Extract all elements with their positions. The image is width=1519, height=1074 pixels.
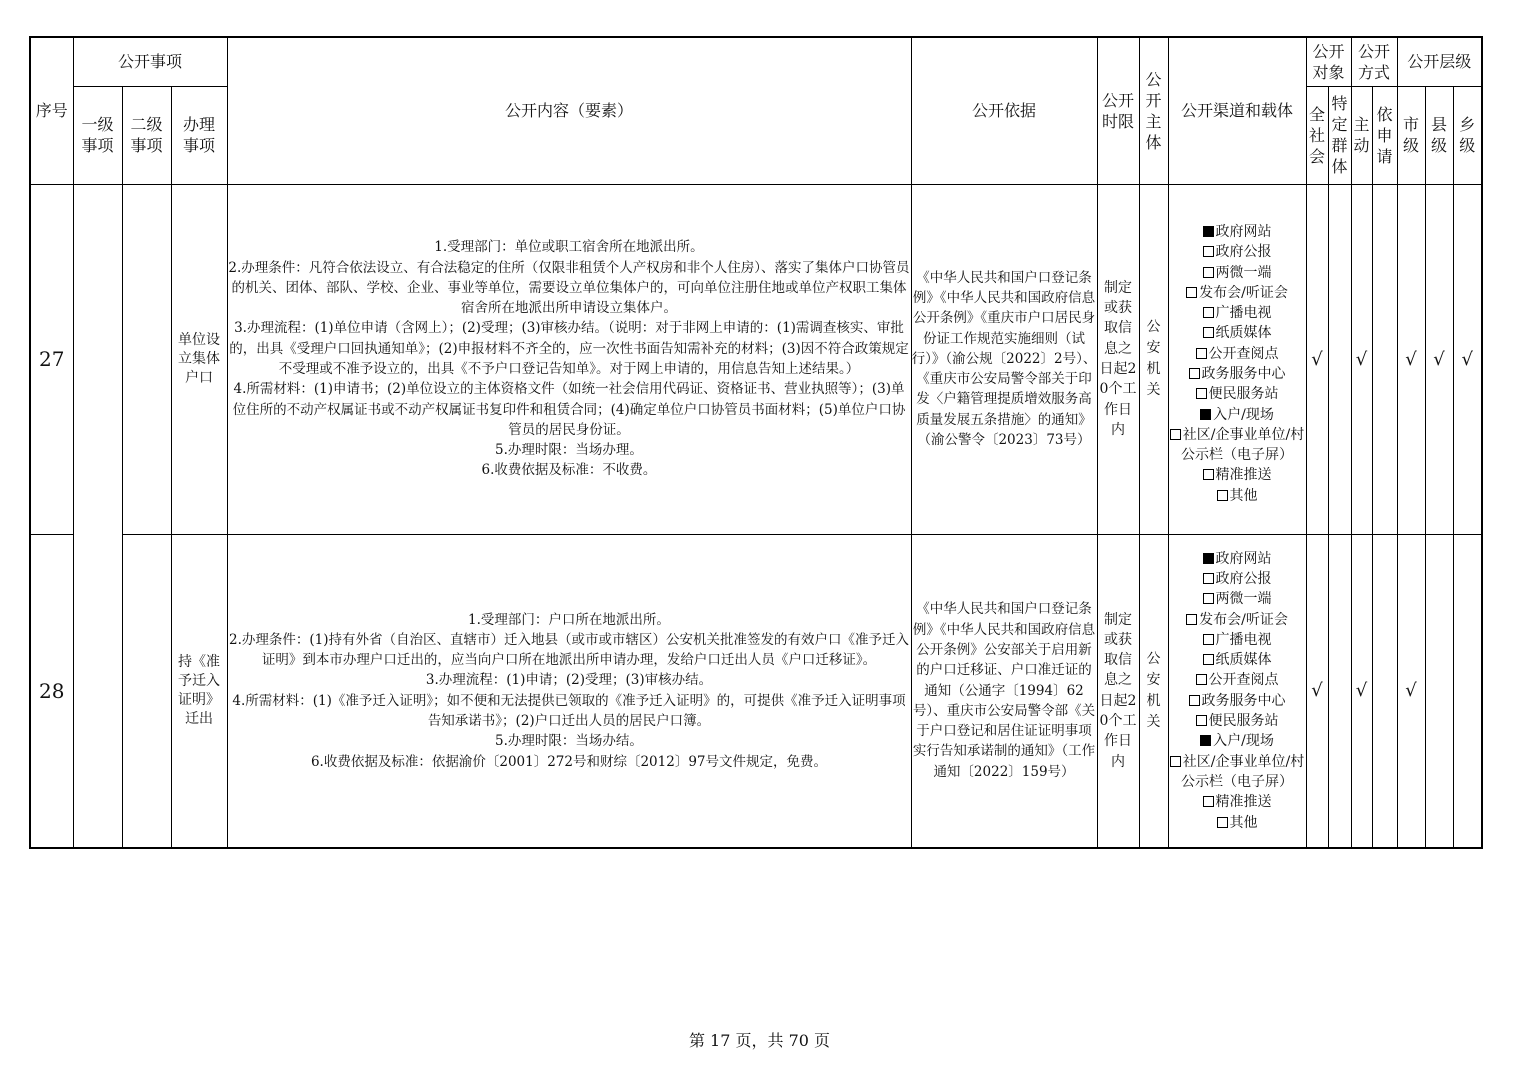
disclosure-table (29, 36, 1483, 849)
level-county-check: √ (1425, 184, 1453, 534)
channel-item: 政务服务中心 (1169, 364, 1306, 384)
header-object-all: 全社会 (1306, 86, 1328, 184)
channel-item: 发布会/听证会 (1169, 610, 1306, 630)
checkbox-checked-icon (1203, 226, 1214, 237)
channel-item: 政府网站 (1169, 222, 1306, 242)
basis-cell: 《中华人民共和国户口登记条例》《中华人民共和国政府信息公开条例》《重庆市户口居民身份证工作规范实施细则（试行）》（渝公规〔2022〕2号）、《重庆市公安局警令部关于印发〈户籍管理提质增效服务高质量发展五条措施〉的通知》（渝公警令〔2023〕73号） (911, 184, 1097, 534)
object-specific-check (1328, 534, 1351, 848)
header-method-active: 主动 (1351, 86, 1372, 184)
header-channels: 公开渠道和载体 (1168, 37, 1306, 184)
content-line: 5.办理时限：当场办理。 (495, 442, 643, 459)
channel-item: 两微一端 (1169, 589, 1306, 609)
header-method-request: 依申请 (1372, 86, 1397, 184)
header-level1: 一级事项 (73, 86, 122, 184)
method-request-check (1372, 534, 1397, 848)
channel-item: 社区/企事业单位/村公示栏（电子屏） (1169, 425, 1306, 466)
channel-item: 广播电视 (1169, 630, 1306, 650)
checkbox-checked-icon (1203, 553, 1214, 564)
channel-item: 其他 (1169, 813, 1306, 833)
subject-cell: 公安机关 (1139, 534, 1168, 848)
header-handling: 办理事项 (171, 86, 227, 184)
header-level-city: 市级 (1397, 86, 1425, 184)
object-specific-check (1328, 184, 1351, 534)
channel-item: 便民服务站 (1169, 711, 1306, 731)
checkbox-empty-icon (1189, 695, 1200, 706)
header-level-town: 乡级 (1453, 86, 1482, 184)
channel-item: 入户/现场 (1169, 405, 1306, 425)
level2-cell (122, 534, 171, 848)
level1-cell (73, 184, 122, 848)
level-city-check: √ (1397, 184, 1425, 534)
content-line: 2.办理条件：凡符合依法设立、有合法稳定的住所（仅限非租赁个人产权房和非个人住房）、落实了集体户口协管员的机关、团体、部队、学校、企业、事业等单位，需要设立单位集体户的，可向单位注册住地或单位产权职工集体宿舍所在地派出所申请设立集体户。 (228, 259, 910, 317)
channel-item: 纸质媒体 (1169, 323, 1306, 343)
checkbox-empty-icon (1186, 287, 1197, 298)
method-active-check: √ (1351, 534, 1372, 848)
channel-item: 政府公报 (1169, 569, 1306, 589)
checkbox-empty-icon (1203, 307, 1214, 318)
channel-item: 精准推送 (1169, 792, 1306, 812)
method-request-check (1372, 184, 1397, 534)
content-line: 5.办理时限：当场办结。 (495, 733, 643, 750)
header-seq: 序号 (30, 37, 73, 184)
channel-item: 精准推送 (1169, 465, 1306, 485)
content-line: 2.办理条件：(1)持有外省（自治区、直辖市）迁入地县（或市或市辖区）公安机关批准签发的有效户口《准予迁入证明》到本市办理户口迁出的，应当向户口所在地派出所申请办理，发给户口迁出人员《户口迁移证》。 (228, 631, 909, 669)
checkbox-empty-icon (1186, 614, 1197, 625)
header-basis: 公开依据 (911, 37, 1097, 184)
channels-cell (1168, 184, 1306, 534)
checkbox-empty-icon (1196, 674, 1207, 685)
table-row (30, 534, 1482, 848)
checkbox-empty-icon (1217, 490, 1228, 501)
channel-item: 发布会/听证会 (1169, 283, 1306, 303)
header-group-items: 公开事项 (73, 37, 227, 86)
checkbox-checked-icon (1200, 409, 1211, 420)
header-time: 公开时限 (1097, 37, 1139, 184)
content-line: 1.受理部门：户口所在地派出所。 (468, 611, 670, 628)
checkbox-empty-icon (1203, 246, 1214, 257)
checkbox-empty-icon (1196, 715, 1207, 726)
checkbox-empty-icon (1203, 573, 1214, 584)
channel-item: 公开查阅点 (1169, 670, 1306, 690)
content-line: 3.办理流程：(1)单位申请（含网上）；(2)受理；(3)审核办结。（说明：对于非网上申请的：(1)需调查核实、审批的，出具《受理户口回执通知单》；(2)申报材料不齐全的，应一次性书面告知需补充的材料；(3)因不符合政策规定不受理或不准予设立的，出具《不予户口登记告知单》。对于网上申请的，用信息告知上述结果。） (229, 320, 909, 377)
object-all-check: √ (1306, 534, 1328, 848)
row-number: 28 (30, 534, 73, 848)
checkbox-empty-icon (1196, 348, 1207, 359)
level-town-check (1453, 534, 1482, 848)
checkbox-empty-icon (1203, 654, 1214, 665)
content-cell (227, 534, 911, 848)
channels-cell (1168, 534, 1306, 848)
checkbox-empty-icon (1170, 429, 1181, 440)
level-city-check: √ (1397, 534, 1425, 848)
channel-item: 便民服务站 (1169, 384, 1306, 404)
header-level-county: 县级 (1425, 86, 1453, 184)
channel-item: 政府网站 (1169, 549, 1306, 569)
checkbox-empty-icon (1203, 267, 1214, 278)
content-line: 4.所需材料：(1)申请书；(2)单位设立的主体资格文件（如统一社会信用代码证、资格证书、营业执照等）；(3)单位住所的不动产权属证书或不动产权属证书复印件和租赁合同；(4)确定单位户口协管员书面材料；(5)单位户口协管员的居民身份证。 (232, 381, 906, 438)
channel-item: 公开查阅点 (1169, 344, 1306, 364)
checkbox-checked-icon (1200, 735, 1211, 746)
content-line: 1.受理部门：单位或职工宿舍所在地派出所。 (434, 239, 704, 256)
content-line: 6.收费依据及标准：依据渝价〔2001〕272号和财综〔2012〕97号文件规定，免费。 (310, 753, 828, 770)
level-town-check: √ (1453, 184, 1482, 534)
channel-item: 入户/现场 (1169, 731, 1306, 751)
channel-item: 其他 (1169, 486, 1306, 506)
channel-item: 广播电视 (1169, 303, 1306, 323)
checkbox-empty-icon (1203, 327, 1214, 338)
handling-item: 持《准予迁入证明》迁出 (171, 534, 227, 848)
table-row (30, 184, 1482, 534)
time-cell: 制定或获取信息之日起20个工作日内 (1097, 534, 1139, 848)
channel-item: 政务服务中心 (1169, 691, 1306, 711)
content-line: 3.办理流程：(1)申请；(2)受理；(3)审核办结。 (425, 672, 713, 689)
header-group-object: 公开对象 (1306, 37, 1351, 86)
checkbox-empty-icon (1189, 368, 1200, 379)
level2-cell (122, 184, 171, 534)
channel-item: 政府公报 (1169, 242, 1306, 262)
checkbox-empty-icon (1203, 593, 1214, 604)
checkbox-empty-icon (1217, 817, 1228, 828)
header-object-specific: 特定群体 (1328, 86, 1351, 184)
subject-cell: 公安机关 (1139, 184, 1168, 534)
header-level2: 二级事项 (122, 86, 171, 184)
content-cell (227, 184, 911, 534)
handling-item: 单位设立集体户口 (171, 184, 227, 534)
method-active-check: √ (1351, 184, 1372, 534)
checkbox-empty-icon (1203, 469, 1214, 480)
header-group-method: 公开方式 (1351, 37, 1397, 86)
checkbox-empty-icon (1196, 388, 1207, 399)
checkbox-empty-icon (1203, 634, 1214, 645)
header-subject: 公开主体 (1139, 37, 1168, 184)
basis-cell: 《中华人民共和国户口登记条例》《中华人民共和国政府信息公开条例》公安部关于启用新的户口迁移证、户口准迁证的通知（公通字〔1994〕62号）、重庆市公安局警令部《关于户口登记和居住证证明事项实行告知承诺制的通知》（工作通知〔2022〕159号） (911, 534, 1097, 848)
level-county-check (1425, 534, 1453, 848)
object-all-check: √ (1306, 184, 1328, 534)
page-footer: 第 17 页，共 70 页 (688, 1031, 831, 1050)
channel-item: 纸质媒体 (1169, 650, 1306, 670)
channel-item: 两微一端 (1169, 263, 1306, 283)
channel-item: 社区/企事业单位/村公示栏（电子屏） (1169, 752, 1306, 793)
header-content: 公开内容（要素） (227, 37, 911, 184)
time-cell: 制定或获取信息之日起20个工作日内 (1097, 184, 1139, 534)
row-number: 27 (30, 184, 73, 534)
content-line: 6.收费依据及标准：不收费。 (481, 462, 657, 479)
header-group-level: 公开层级 (1397, 37, 1482, 86)
checkbox-empty-icon (1170, 756, 1181, 767)
checkbox-empty-icon (1203, 796, 1214, 807)
content-line: 4.所需材料：(1)《准予迁入证明》；如不便和无法提供已领取的《准予迁入证明》的，可提供《准予迁入证明事项告知承诺书》；(2)户口迁出人员的居民户口簿。 (232, 692, 906, 730)
